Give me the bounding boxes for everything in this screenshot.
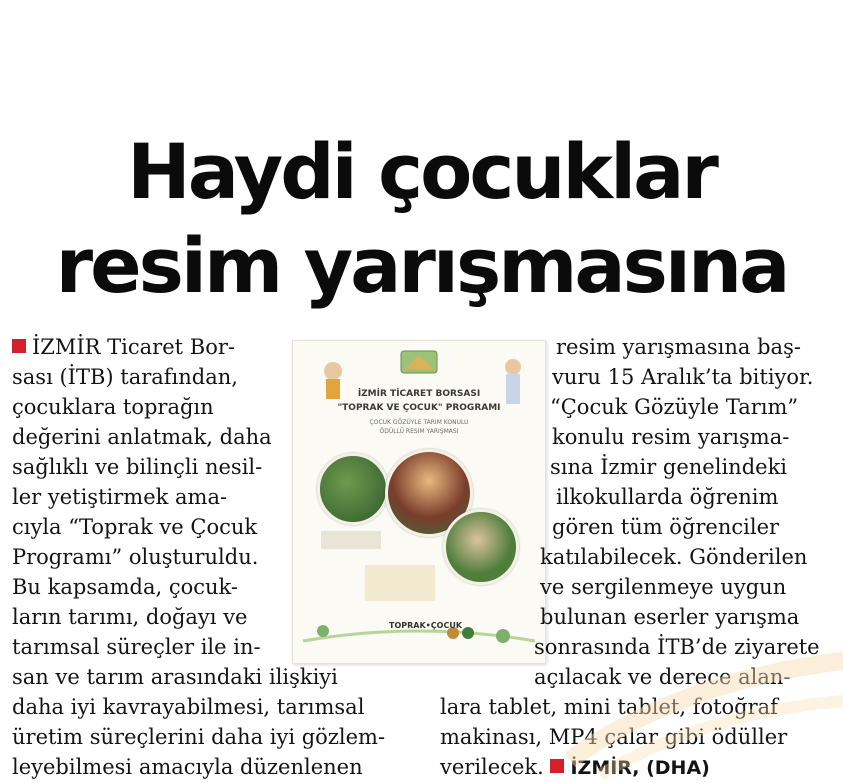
article-line: san ve tarım arasındaki ilişkiyi (12, 665, 338, 689)
watermark-swoosh (560, 640, 843, 780)
article-line: konulu resim yarışma- (552, 425, 790, 449)
poster-title-1: İZMİR TİCARET BORSASI (357, 389, 481, 399)
dateline: İZMİR, (DHA) (570, 757, 710, 779)
article-line: İZMİR Ticaret Bor- (12, 334, 235, 360)
article-line: resim yarışmasına baş- (556, 335, 801, 359)
article-line: ların tarımı, doğayı ve (12, 605, 248, 629)
article-line: Programı” oluşturuldu. (12, 545, 259, 569)
poster-subtitle-2: ÖDÜLLÜ RESİM YARIŞMASI (379, 428, 459, 435)
article-line: bulunan eserler yarışma (540, 605, 800, 629)
article-line: “Çocuk Gözüyle Tarım” (550, 395, 799, 419)
poster-subtitle-1: ÇOCUK GÖZÜYLE TARIM KONULU (369, 419, 469, 426)
article-line: değerini anlatmak, daha (12, 425, 272, 449)
article-line: vuru 15 Aralık’ta bitiyor. (552, 365, 814, 389)
article-line: çocuklara toprağın (12, 395, 214, 419)
article-line: sonrasında İTB’de ziyarete (534, 635, 820, 659)
article-line: ve sergilenmeye uygun (540, 575, 787, 599)
article-line: daha iyi kavrayabilmesi, tarımsal (12, 695, 365, 719)
photo-circle-child-garden (317, 453, 389, 525)
headline-line-1: Haydi çocuklar (127, 127, 716, 216)
red-square-icon (12, 339, 26, 353)
article-line: cıyla “Toprak ve Çocuk (12, 515, 258, 539)
article-line: sına İzmir genelindeki (550, 455, 788, 479)
article-line: açılacak ve derece alan- (534, 665, 791, 689)
poster-title-2: "TOPRAK VE ÇOCUK" PROGRAMI (337, 403, 501, 413)
headline-line-2: resim yarışmasına (55, 221, 788, 310)
article-line: makinası, MP4 çalar gibi ödüller (440, 725, 788, 749)
poster-image (292, 340, 546, 664)
article-line: leyebilmesi amacıyla düzenlenen (12, 755, 363, 779)
article-line: sağlıklı ve bilinçli nesil- (12, 455, 263, 479)
article-line: tarımsal süreçler ile in- (12, 635, 261, 659)
article-line: ilkokullarda öğrenim (556, 485, 779, 509)
article-line: lara tablet, mini tablet, fotoğraf (440, 695, 778, 719)
poster-logo: TOPRAK•ÇOCUK (389, 621, 463, 630)
article-line: Bu kapsamda, çocuk- (12, 575, 238, 599)
article-line: sası (İTB) tarafından, (12, 365, 238, 389)
article-line: üretim süreçlerini daha iyi gözlem- (12, 725, 386, 749)
article-line: verilecek. İZMİR, (DHA) (440, 755, 710, 779)
poster-info-box (365, 565, 435, 601)
article-line: gören tüm öğrenciler (552, 515, 780, 539)
article-line: ler yetiştirmek ama- (12, 485, 228, 509)
poster-info-box (321, 531, 381, 549)
article-line: katılabilecek. Gönderilen (540, 545, 808, 569)
photo-circle-child-plant (443, 509, 519, 585)
